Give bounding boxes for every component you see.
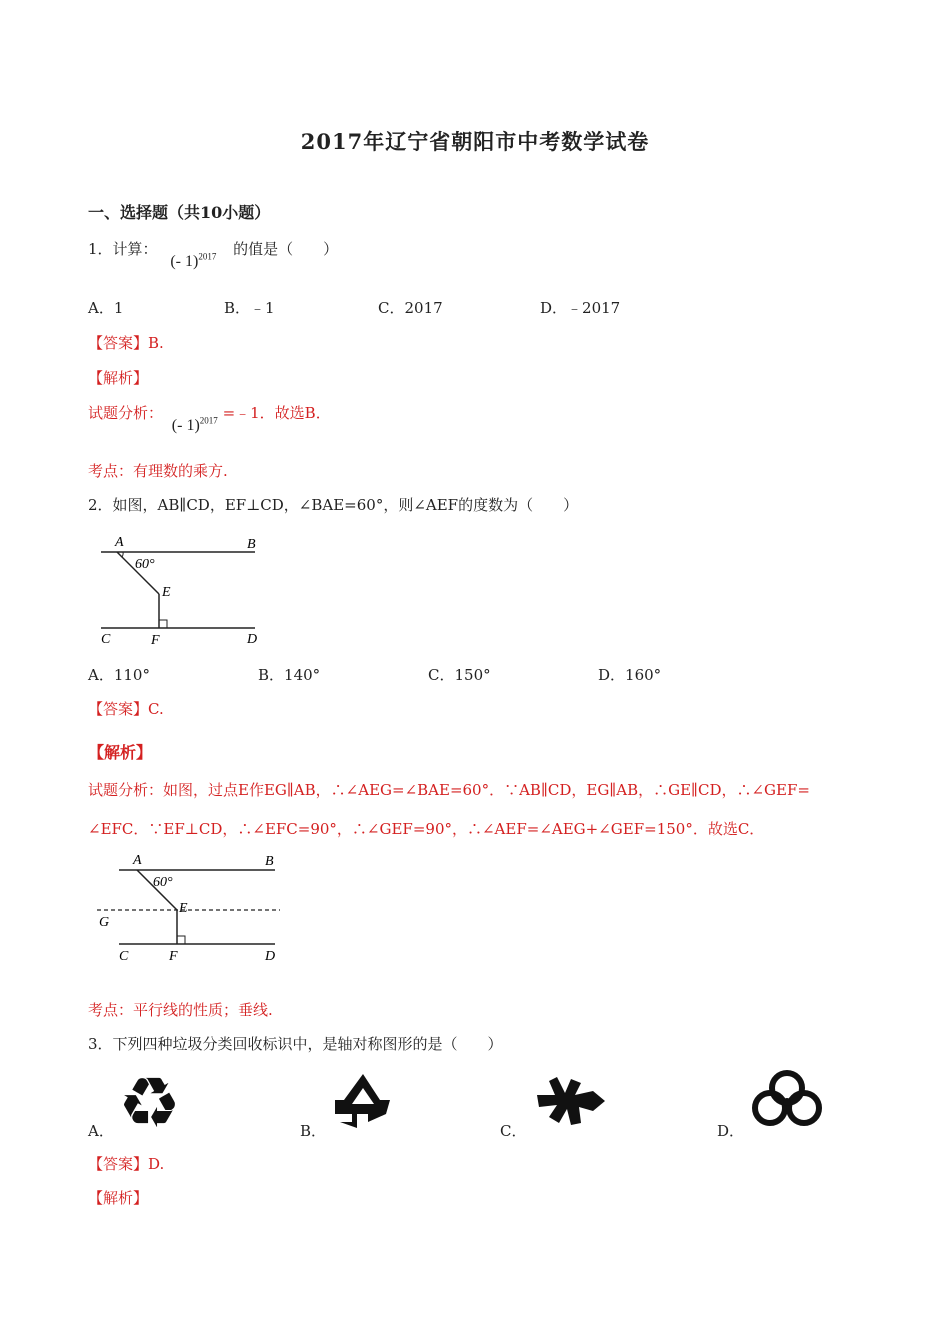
solution-label-e: E [179,901,188,916]
q1-option-a: A．1 [88,299,124,317]
solution-right-angle-mark [177,936,185,944]
q3-option-a: A． [88,1122,114,1140]
q1-option-c: C．2017 [378,299,443,317]
q2-solution-figure [95,848,285,968]
q3-analysis-label: 【解析】 [88,1189,149,1207]
solution-label-g: G [99,915,110,930]
recycle-three-circles-icon [750,1070,824,1128]
q1-answer: 【答案】B. [88,334,164,352]
label-b: B [247,537,256,552]
recycle-arrows-icon: ♻ [118,1062,181,1144]
section-heading: 一、选择题（共10小题） [88,203,271,222]
q1-option-d: D．﹣2017 [540,299,621,317]
recycle-cross-arrows-icon [535,1073,607,1129]
q3-option-d: D． [717,1122,745,1140]
solution-label-b: B [265,854,274,869]
label-f: F [151,633,160,648]
q1-expression [170,253,216,270]
q1-analysis-label: 【解析】 [88,369,149,387]
q2-stem: 2．如图，AB∥CD，EF⊥CD，∠BAE=60°，则∠AEF的度数为（ ） [88,496,579,514]
q1-stem-prefix: 1．计算： [88,240,158,258]
q1-stem [88,238,339,270]
q1-analysis-prefix: 试题分析： [88,404,164,422]
q2-option-a: A．110° [88,666,150,684]
q2-option-c: C．150° [428,666,491,684]
q1-analysis [88,402,331,434]
q2-answer: 【答案】C. [88,700,164,718]
q1-analysis-base: (- 1) [171,417,200,434]
page-title: 2017年辽宁省朝阳市中考数学试卷 [300,129,650,154]
solution-label-a: A [133,853,142,868]
recycle-triangle-icon [330,1070,396,1130]
q2-option-d: D．160° [598,666,662,684]
q1-analysis-suffix: =﹣1．故选B． [222,404,331,422]
q1-option-b: B．﹣1 [224,299,275,317]
q1-expr-exp: 2017 [198,251,217,262]
label-angle: 60° [135,557,155,572]
q2-figure [95,530,270,650]
q1-stem-suffix: 的值是（ ） [233,240,339,258]
label-e: E [162,585,171,600]
solution-label-c: C [119,949,129,964]
q1-analysis-exp: 2017 [199,415,218,426]
q2-option-b: B．140° [258,666,321,684]
q3-answer: 【答案】D. [88,1155,165,1173]
q3-option-c: C． [500,1122,527,1140]
label-d: D [247,632,258,647]
q1-expr-base: (- 1) [170,253,199,270]
label-a: A [115,535,124,550]
label-c: C [101,632,111,647]
solution-label-f: F [169,949,178,964]
right-angle-mark [159,620,167,628]
q2-kaodian: 考点：平行线的性质；垂线. [88,1001,273,1019]
q3-stem: 3．下列四种垃圾分类回收标识中，是轴对称图形的是（ ） [88,1035,503,1053]
q1-kaodian: 考点：有理数的乘方. [88,462,228,480]
q2-analysis-line2: ∠EFC．∵EF⊥CD，∴∠EFC=90°，∴∠GEF=90°，∴∠AEF=∠AEG+∠GEF=150°．故选C． [88,820,765,838]
solution-label-d: D [265,949,276,964]
q1-analysis-expression [172,417,218,434]
q3-option-b: B． [300,1122,327,1140]
q2-analysis-line1: 试题分析：如图，过点E作EG∥AB，∴∠AEG=∠BAE=60°．∵AB∥CD，EG∥AB，∴GE∥CD，∴∠GEF= [88,781,810,799]
solution-label-angle: 60° [153,875,173,890]
q2-analysis-label: 【解析】 [88,743,153,762]
